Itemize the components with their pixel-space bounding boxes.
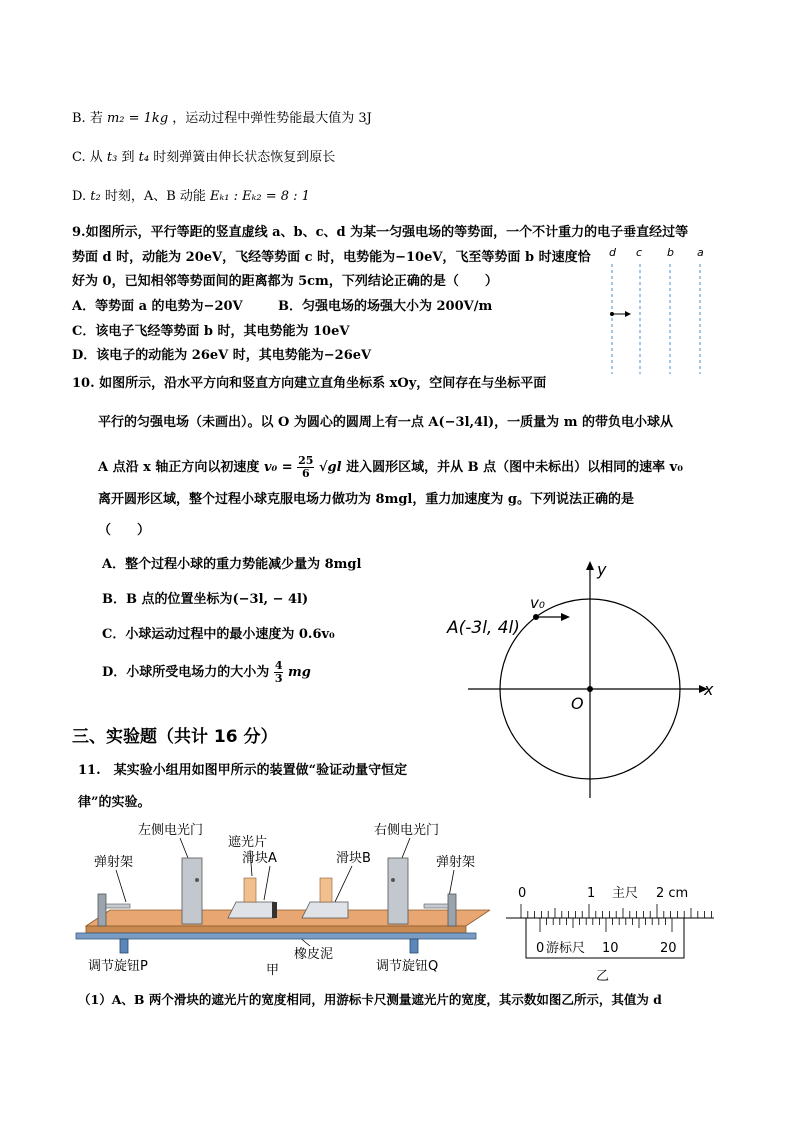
q10-stem-line3	[98, 455, 683, 480]
air-track-front	[86, 926, 466, 933]
q10-optd-den: 3	[274, 672, 283, 685]
q9-opta-text: A．等势面 a 的电势为−20V	[72, 299, 243, 314]
q10-option-b: B．B 点的位置坐标为(−3l, − 4l)	[102, 592, 309, 607]
launcher-left-icon	[98, 894, 106, 926]
label-knob-q: 调节旋钮Q	[376, 959, 439, 974]
caliper-vernier-scale	[540, 918, 672, 932]
q10-line3-sqrt: √gl	[319, 460, 342, 475]
caliper-vernier-10: 10	[602, 941, 619, 956]
q10-option-d	[102, 660, 311, 685]
q9-stem-line1: 9.如图所示，平行等距的竖直虚线 a、b、c、d 为某一匀强电场的等势面，一个不计重力的电子垂直经过等	[72, 225, 689, 240]
caliper-main-scale	[521, 904, 711, 918]
right-gate-sensor	[391, 878, 395, 882]
q11-apparatus-figure	[70, 818, 490, 978]
q10-optd-post: mg	[288, 665, 311, 680]
air-track-top	[86, 910, 490, 926]
q11-vernier-figure	[500, 876, 720, 988]
caliper-tick1: 1	[587, 886, 596, 901]
q8-optc-mid: 到	[121, 150, 135, 165]
q8-optc-rest: 时刻弹簧由伸长状态恢复到原长	[153, 150, 336, 165]
label-knob-p: 调节旋钮P	[88, 959, 148, 974]
q9-label-b: b	[667, 246, 674, 259]
q9-label-d: d	[609, 246, 616, 259]
q10-stem-line4: 离开圆形区域，整个过程小球克服电场力做功为 8mgl，重力加速度为 g。下列说法正确的是	[98, 492, 634, 507]
shade-a-icon	[244, 878, 256, 902]
q8-optd-math: Eₖ₁ : Eₖ₂ = 8 : 1	[210, 189, 310, 204]
q11-stem-line2: 律”的实验。	[78, 795, 151, 810]
q10-stem-line1: 10. 如图所示，沿水平方向和竖直方向建立直角坐标系 xOy，空间存在与坐标平面	[72, 376, 547, 391]
q10-option-a: A．整个过程小球的重力势能减少量为 8mgl	[102, 557, 362, 572]
q10-line3-post: 进入圆形区域，并从 B 点（图中未标出）以相同的速率 v₀	[346, 460, 683, 475]
q10-optd-num: 4	[274, 659, 283, 672]
q10-optd-pre: D．小球所受电场力的大小为	[102, 665, 270, 680]
q9-stem-line2: 势面 d 时，动能为 20eV，飞经等势面 c 时，电势能为−10eV，飞至等势面 b 时速度恰	[72, 250, 591, 265]
label-slider-a: 滑块A	[242, 851, 277, 866]
q10-y-arrowhead	[586, 561, 594, 570]
launcher-left-arm	[106, 904, 130, 908]
q8-optb-rest: ，运动过程中弹性势能最大值为 3J	[172, 111, 372, 126]
launcher-right-icon	[448, 894, 456, 926]
q10-option-c: C．小球运动过程中的最小速度为 0.6v₀	[102, 627, 335, 642]
left-gate-sensor	[195, 878, 199, 882]
q9-label-c: c	[636, 246, 643, 259]
q9-optb-text: B．匀强电场的场强大小为 200V/m	[278, 299, 493, 314]
label-fig-jia: 甲	[266, 963, 280, 978]
q10-frac-den: 6	[301, 467, 310, 480]
q10-stem-line2: 平行的匀强电场（未画出）。以 O 为圆心的圆周上有一点 A(−3l,4l)，一质量为 m 的带负电小球从	[98, 415, 673, 430]
air-track-base	[76, 933, 476, 939]
launcher-right-arm	[424, 904, 448, 908]
q11-stem-line1: 11. 某实验小组用如图甲所示的装置做“验证动量守恒定	[78, 763, 408, 778]
q8-option-d	[72, 188, 310, 206]
q10-circle-figure	[440, 558, 730, 808]
shade-b-icon	[320, 878, 332, 902]
left-gate-icon	[182, 858, 202, 924]
right-gate-icon	[388, 858, 408, 924]
q8-option-c	[72, 149, 335, 167]
knob-q-icon	[410, 939, 418, 953]
q8-optc-t3: t₃	[106, 150, 118, 165]
slider-a-icon	[228, 902, 274, 918]
q9-option-a	[72, 298, 243, 316]
label-clay: 橡皮泥	[294, 947, 334, 962]
q9-arrowhead	[625, 311, 631, 317]
caliper-fig-yi: 乙	[596, 969, 610, 984]
q8-optc-prefix: C. 从	[72, 150, 103, 165]
label-launcher-right: 弹射架	[436, 855, 476, 870]
q8-optb-prefix: B. 若	[72, 111, 103, 126]
q10-origin-dot	[587, 686, 593, 692]
q9-equipotential-figure	[598, 242, 718, 377]
q10-fraction	[297, 455, 314, 480]
caliper-vernier-20: 20	[660, 941, 677, 956]
q9-stem-line3: 好为 0，已知相邻等势面间的距离都为 5cm，下列结论正确的是（ ）	[72, 274, 498, 289]
q9-option-b	[278, 298, 492, 316]
q10-frac-num: 25	[298, 454, 314, 467]
knob-p-icon	[120, 939, 128, 953]
label-left-gate: 左侧电光门	[138, 823, 204, 838]
q10-point-a-label: A(-3l, 4l)	[447, 618, 520, 638]
label-slider-b: 滑块B	[336, 851, 371, 866]
caliper-tick0: 0	[518, 886, 527, 901]
q10-stem-line5: （ ）	[98, 523, 151, 538]
q9-label-a: a	[697, 246, 704, 259]
q10-line3-pre: A 点沿 x 轴正方向以初速度	[98, 460, 260, 475]
section-3-title: 三、实验题（共计 16 分）	[72, 727, 278, 747]
q9-option-d: D．该电子的动能为 26eV 时，其电势能为−26eV	[72, 348, 372, 363]
q8-optd-t2: t₂	[90, 189, 101, 204]
label-right-gate: 右侧电光门	[374, 823, 440, 838]
q10-y-label: y	[597, 560, 607, 579]
q8-option-b	[72, 110, 372, 128]
caliper-main-label: 主尺	[612, 886, 639, 901]
caliper-vernier-0: 0	[536, 941, 545, 956]
clay-icon	[272, 902, 277, 918]
caliper-vernier-label: 游标尺	[546, 941, 586, 956]
q9-option-c: C．该电子飞经等势面 b 时，其电势能为 10eV	[72, 324, 350, 339]
q8-optd-mid: 时刻，A、B 动能	[104, 189, 206, 204]
q10-v0-label: v₀	[530, 594, 545, 612]
slider-b-icon	[302, 902, 348, 918]
q10-optd-fraction	[274, 660, 284, 685]
label-launcher-left: 弹射架	[94, 855, 134, 870]
caliper-tick2: 2 cm	[656, 886, 689, 901]
q8-optb-math: m₂ = 1kg	[106, 111, 169, 126]
q11-subquestion-1: （1）A、B 两个滑块的遮光片的宽度相同，用游标卡尺测量遮光片的宽度，其示数如图乙所示，其值为 d	[78, 992, 662, 1007]
q10-x-label: x	[704, 680, 714, 699]
q10-origin-label: O	[571, 694, 584, 713]
q10-line3-v0: v₀ =	[263, 460, 293, 475]
q10-v0-arrowhead	[561, 613, 570, 621]
label-shade: 遮光片	[228, 835, 268, 850]
q8-optd-prefix: D.	[72, 189, 87, 204]
q8-optc-t4: t₄	[138, 150, 150, 165]
